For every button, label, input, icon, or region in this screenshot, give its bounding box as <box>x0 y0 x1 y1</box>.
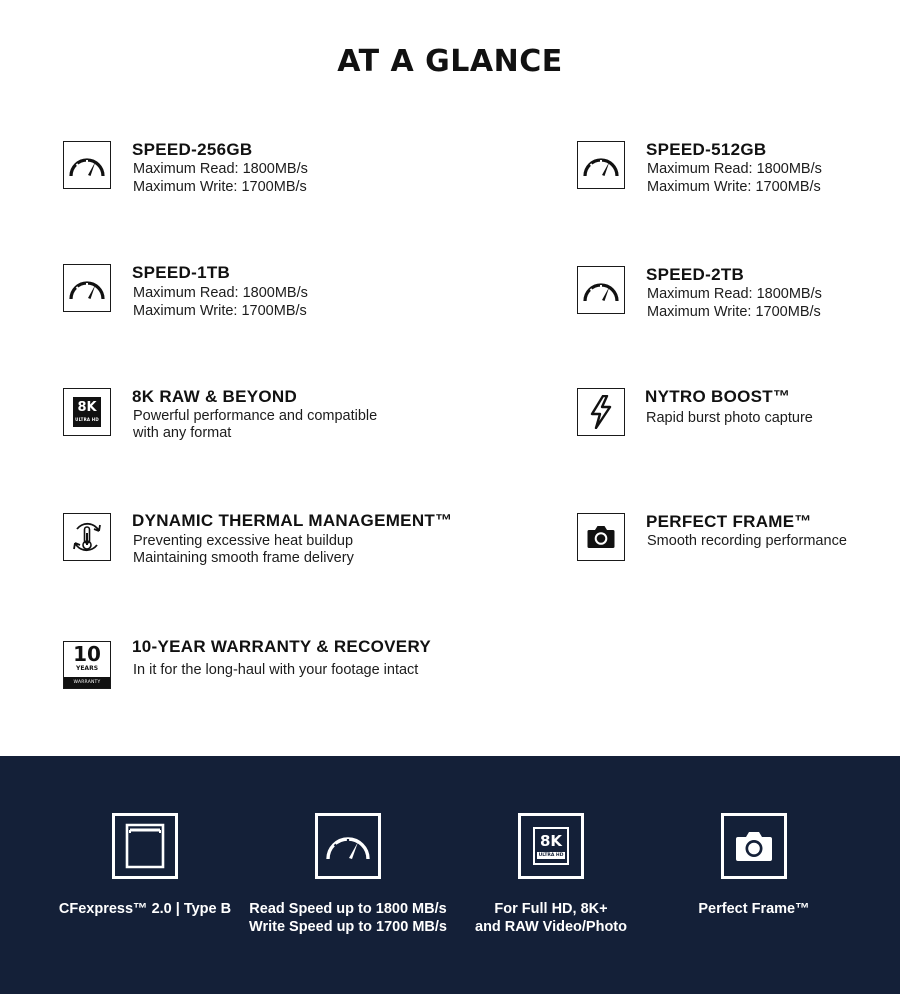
feature-line: Maximum Write: 1700MB/s <box>647 179 821 195</box>
8k-label: 8K <box>539 832 563 850</box>
speedometer-icon <box>315 813 381 879</box>
page-title: AT A GLANCE <box>337 44 563 79</box>
10-year-warranty-icon <box>63 641 111 689</box>
thermometer-cycle-icon <box>63 513 111 561</box>
feature-line: Preventing excessive heat buildup <box>133 533 354 549</box>
feature-line: Maximum Read: 1800MB/s <box>133 285 308 301</box>
feature-speed-512gb <box>577 141 900 221</box>
speedometer-icon <box>63 264 111 312</box>
speedometer-icon <box>577 141 625 189</box>
band-item-8k <box>441 813 661 953</box>
camera-icon <box>721 813 787 879</box>
highlights-band <box>0 756 900 994</box>
feature-line: Smooth recording performance <box>647 533 847 549</box>
band-line: CFexpress™ 2.0 | Type B <box>58 901 232 917</box>
feature-line: Maximum Write: 1700MB/s <box>647 304 821 320</box>
feature-line: Maximum Read: 1800MB/s <box>647 286 822 302</box>
warranty-number: 10 <box>73 642 101 666</box>
feature-line: Maximum Read: 1800MB/s <box>133 161 308 177</box>
feature-line: Maximum Read: 1800MB/s <box>647 161 822 177</box>
feature-title: SPEED-1TB <box>132 263 231 282</box>
feature-line: with any format <box>133 425 232 441</box>
feature-warranty <box>63 637 443 721</box>
warranty-label: WARRANTY <box>64 677 110 688</box>
band-item-speed <box>238 813 458 953</box>
band-line: Write Speed up to 1700 MB/s <box>249 919 447 935</box>
feature-line: Powerful performance and compatible <box>133 408 378 424</box>
speedometer-icon <box>577 266 625 314</box>
feature-title: SPEED-256GB <box>132 140 253 159</box>
feature-title: SPEED-512GB <box>646 140 767 159</box>
feature-title: PERFECT FRAME™ <box>646 512 812 531</box>
band-line: Perfect Frame™ <box>698 901 810 917</box>
feature-title: NYTRO BOOST™ <box>645 387 791 406</box>
feature-line: Maintaining smooth frame delivery <box>133 550 354 566</box>
band-item-perfect-frame <box>644 813 864 953</box>
feature-line: Rapid burst photo capture <box>646 410 813 426</box>
feature-speed-2tb <box>577 266 900 346</box>
band-line: Read Speed up to 1800 MB/s <box>249 901 447 917</box>
band-item-cfexpress <box>35 813 255 953</box>
8k-ultra-hd-icon <box>518 813 584 879</box>
feature-title: 10-YEAR WARRANTY & RECOVERY <box>132 637 432 656</box>
feature-line: Maximum Write: 1700MB/s <box>133 303 307 319</box>
feature-line: Maximum Write: 1700MB/s <box>133 179 307 195</box>
feature-line: In it for the long-haul with your footage intact <box>133 662 419 678</box>
8k-ultra-hd-icon <box>63 388 111 436</box>
warranty-years: YEARS <box>75 665 99 672</box>
ultra-hd-label: ULTRA HD <box>538 853 564 858</box>
memory-card-icon <box>112 813 178 879</box>
feature-perfect-frame <box>577 513 900 593</box>
feature-title: 8K RAW & BEYOND <box>132 387 298 406</box>
feature-title: SPEED-2TB <box>646 265 745 284</box>
lightning-bolt-icon <box>577 388 625 436</box>
speedometer-icon <box>63 141 111 189</box>
8k-label: 8K <box>77 400 97 415</box>
feature-8k-raw <box>63 388 443 468</box>
camera-icon <box>577 513 625 561</box>
feature-nytro-boost <box>577 388 900 468</box>
feature-speed-1tb <box>63 264 443 344</box>
ultra-hd-label: ULTRA HD <box>75 417 99 422</box>
feature-speed-256gb <box>63 141 443 221</box>
feature-thermal-management <box>63 511 453 593</box>
band-line: For Full HD, 8K+ <box>494 901 608 917</box>
band-line: and RAW Video/Photo <box>475 919 627 935</box>
feature-title: DYNAMIC THERMAL MANAGEMENT™ <box>132 511 453 530</box>
